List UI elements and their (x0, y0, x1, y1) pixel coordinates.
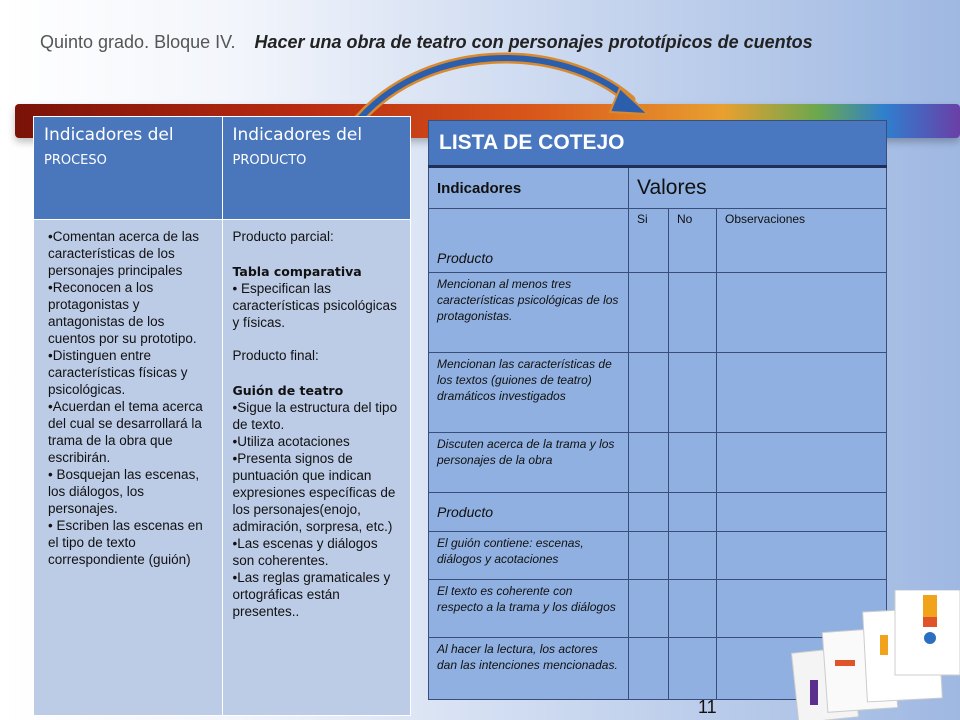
producto-final-label: Producto final: (232, 348, 319, 363)
producto-parcial-item: • Especifican las características psicológicas y físicas. (232, 281, 397, 330)
topic-title: Hacer una obra de teatro con personajes prototípicos de cuentos (254, 32, 813, 52)
si-cell[interactable] (629, 433, 669, 493)
si-cell[interactable] (629, 273, 669, 353)
no-cell[interactable] (669, 433, 717, 493)
producto-final-item: •Utiliza acotaciones (232, 434, 350, 449)
producto-parcial-name: Tabla comparativa (232, 264, 362, 279)
observaciones-cell[interactable] (717, 273, 887, 353)
producto-final-item: •Las escenas y diálogos son coherentes. (232, 536, 378, 568)
proceso-header (34, 117, 223, 220)
producto-parcial-label: Producto parcial: (232, 229, 334, 244)
criterion-cell: Mencionan las características de los textos (guiones de teatro) dramáticos investigados (429, 353, 629, 433)
observaciones-cell[interactable] (717, 493, 887, 532)
col-si: Si (629, 209, 669, 273)
producto-final-item: •Presenta signos de puntuación que indican expresiones específicas de los personajes(enojo, admiración, sorpresa, etc.) (232, 451, 396, 534)
producto-subtitle: PRODUCTO (232, 153, 307, 168)
proceso-subtitle: PROCESO (44, 153, 107, 168)
no-cell[interactable] (669, 493, 717, 532)
indicadores-label: Indicadores (429, 167, 629, 209)
col-no: No (669, 209, 717, 273)
proceso-cell (34, 220, 223, 716)
proceso-item: •Acuerdan el tema acerca del cual se desarrollará la trama de la obra que escribirán. (48, 399, 203, 465)
no-cell[interactable] (669, 638, 717, 700)
proceso-title: Indicadores del (44, 125, 174, 145)
page-number: 11 (698, 697, 717, 717)
observaciones-cell[interactable] (717, 353, 887, 433)
checklist-title: LISTA DE COTEJO (429, 121, 887, 167)
no-cell[interactable] (669, 273, 717, 353)
observaciones-cell[interactable] (717, 532, 887, 580)
section-producto-label: Producto (429, 209, 629, 273)
no-cell[interactable] (669, 580, 717, 638)
no-cell[interactable] (669, 353, 717, 433)
proceso-item: •Comentan acerca de las características de los personajes principales (48, 229, 200, 278)
section-producto-label: Producto (429, 493, 629, 532)
col-observaciones: Observaciones (717, 209, 887, 273)
proceso-item: • Bosquejan las escenas, los diálogos, los personajes. (48, 467, 200, 516)
no-cell[interactable] (669, 532, 717, 580)
observaciones-cell[interactable] (717, 433, 887, 493)
producto-final-item: •Las reglas gramaticales y ortográficas están presentes.. (232, 570, 391, 619)
si-cell[interactable] (629, 493, 669, 532)
si-cell[interactable] (629, 638, 669, 700)
indicators-table (33, 116, 411, 716)
producto-final-item: •Sigue la estructura del tipo de texto. (232, 400, 398, 432)
si-cell[interactable] (629, 353, 669, 433)
producto-title: Indicadores del (232, 125, 363, 145)
criterion-cell: El guión contiene: escenas, diálogos y acotaciones (429, 532, 629, 580)
producto-cell (222, 220, 411, 716)
book-covers-icon (785, 590, 960, 720)
si-cell[interactable] (629, 580, 669, 638)
si-cell[interactable] (629, 532, 669, 580)
grade-label: Quinto grado. Bloque IV. (40, 32, 236, 52)
criterion-cell: Al hacer la lectura, los actores dan las intenciones mencionadas. (429, 638, 629, 700)
producto-final-name: Guión de teatro (232, 383, 344, 398)
proceso-item: •Reconocen a los protagonistas y antagonistas de los cuentos por su prototipo. (48, 280, 197, 346)
proceso-item: •Distinguen entre características físicas y psicológicas. (48, 348, 188, 397)
producto-header (222, 117, 411, 220)
criterion-cell: Mencionan al menos tres características psicológicas de los protagonistas. (429, 273, 629, 353)
criterion-cell: Discuten acerca de la trama y los personajes de la obra (429, 433, 629, 493)
criterion-cell: El texto es coherente con respecto a la trama y los diálogos (429, 580, 629, 638)
valores-label: Valores (629, 167, 887, 209)
proceso-item: • Escriben las escenas en el tipo de texto correspondiente (guión) (48, 518, 203, 567)
